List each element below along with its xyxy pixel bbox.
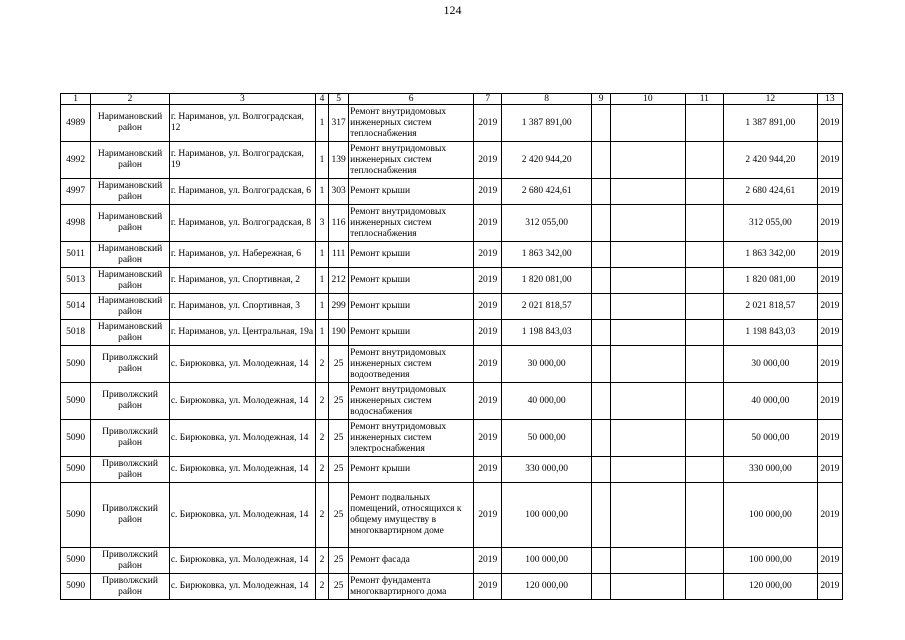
cell-number: 4992 [61, 142, 91, 179]
cell-col11 [685, 242, 723, 268]
cell-col10 [611, 294, 686, 320]
cell-cost: 1 820 081,00 [723, 268, 817, 294]
cell-work-type: Ремонт крыши [349, 320, 474, 346]
cell-address: г. Нариманов, ул. Спортивная, 3 [169, 294, 315, 320]
cell-col9 [592, 205, 611, 242]
header-cell: 5 [329, 94, 349, 105]
table-row [61, 105, 843, 142]
cell-col5: 317 [329, 105, 349, 142]
cell-col9 [592, 483, 611, 548]
cell-address: с. Бирюковка, ул. Молодежная, 14 [169, 420, 315, 457]
cell-address: г. Нариманов, ул. Центральная, 19а [169, 320, 315, 346]
cell-total-cost: 50 000,00 [502, 420, 592, 457]
cell-number: 4989 [61, 105, 91, 142]
capital-repair-table [60, 93, 843, 600]
cell-col9 [592, 383, 611, 420]
cell-col11 [685, 179, 723, 205]
cell-year-end: 2019 [817, 205, 842, 242]
cell-total-cost: 1 387 891,00 [502, 105, 592, 142]
cell-year-end: 2019 [817, 574, 842, 600]
cell-cost: 2 021 818,57 [723, 294, 817, 320]
cell-year-end: 2019 [817, 179, 842, 205]
cell-col4: 1 [315, 294, 328, 320]
cell-col5: 25 [329, 483, 349, 548]
cell-district: Приволжский район [91, 574, 170, 600]
cell-col9 [592, 268, 611, 294]
cell-col11 [685, 320, 723, 346]
table-row [61, 548, 843, 574]
cell-year: 2019 [474, 320, 502, 346]
table-row [61, 483, 843, 548]
cell-col4: 1 [315, 142, 328, 179]
cell-col11 [685, 383, 723, 420]
cell-cost: 2 680 424,61 [723, 179, 817, 205]
cell-address: г. Нариманов, ул. Волгоградская, 8 [169, 205, 315, 242]
cell-cost: 100 000,00 [723, 483, 817, 548]
cell-district: Наримановский район [91, 268, 170, 294]
cell-col11 [685, 483, 723, 548]
table-row [61, 205, 843, 242]
cell-address: г. Нариманов, ул. Волгоградская, 6 [169, 179, 315, 205]
header-cell: 4 [315, 94, 328, 105]
cell-col5: 303 [329, 179, 349, 205]
cell-col11 [685, 420, 723, 457]
cell-total-cost: 40 000,00 [502, 383, 592, 420]
cell-address: с. Бирюковка, ул. Молодежная, 14 [169, 483, 315, 548]
cell-total-cost: 1 198 843,03 [502, 320, 592, 346]
table-row [61, 242, 843, 268]
cell-col10 [611, 483, 686, 548]
cell-cost: 1 387 891,00 [723, 105, 817, 142]
cell-district: Приволжский район [91, 483, 170, 548]
cell-col10 [611, 383, 686, 420]
cell-cost: 312 055,00 [723, 205, 817, 242]
page-number: 124 [443, 3, 462, 17]
cell-year-end: 2019 [817, 457, 842, 483]
cell-col10 [611, 457, 686, 483]
cell-col11 [685, 268, 723, 294]
header-cell: 12 [723, 94, 817, 105]
cell-year: 2019 [474, 105, 502, 142]
header-cell: 6 [349, 94, 474, 105]
cell-number: 4998 [61, 205, 91, 242]
cell-col10 [611, 420, 686, 457]
cell-col11 [685, 205, 723, 242]
cell-col4: 2 [315, 457, 328, 483]
table-row [61, 457, 843, 483]
cell-year-end: 2019 [817, 548, 842, 574]
cell-total-cost: 330 000,00 [502, 457, 592, 483]
cell-col9 [592, 142, 611, 179]
cell-col5: 25 [329, 420, 349, 457]
cell-col5: 25 [329, 383, 349, 420]
cell-address: г. Нариманов, ул. Спортивная, 2 [169, 268, 315, 294]
cell-number: 5090 [61, 383, 91, 420]
cell-col4: 2 [315, 483, 328, 548]
cell-cost: 100 000,00 [723, 548, 817, 574]
cell-address: с. Бирюковка, ул. Молодежная, 14 [169, 383, 315, 420]
table-row [61, 346, 843, 383]
cell-address: с. Бирюковка, ул. Молодежная, 14 [169, 548, 315, 574]
cell-col11 [685, 294, 723, 320]
cell-number: 5011 [61, 242, 91, 268]
cell-col10 [611, 548, 686, 574]
cell-total-cost: 100 000,00 [502, 483, 592, 548]
cell-col10 [611, 320, 686, 346]
cell-cost: 120 000,00 [723, 574, 817, 600]
table-row [61, 142, 843, 179]
cell-year-end: 2019 [817, 346, 842, 383]
cell-cost: 50 000,00 [723, 420, 817, 457]
cell-district: Приволжский район [91, 420, 170, 457]
cell-col4: 1 [315, 268, 328, 294]
cell-address: г. Нариманов, ул. Волгоградская, 12 [169, 105, 315, 142]
cell-address: с. Бирюковка, ул. Молодежная, 14 [169, 574, 315, 600]
cell-address: г. Нариманов, ул. Набережная, 6 [169, 242, 315, 268]
cell-year-end: 2019 [817, 420, 842, 457]
cell-year: 2019 [474, 142, 502, 179]
cell-work-type: Ремонт крыши [349, 457, 474, 483]
cell-total-cost: 30 000,00 [502, 346, 592, 383]
cell-col9 [592, 548, 611, 574]
cell-year: 2019 [474, 457, 502, 483]
cell-work-type: Ремонт внутридомовых инженерных систем теплоснабжения [349, 105, 474, 142]
table-row [61, 320, 843, 346]
cell-col9 [592, 346, 611, 383]
cell-number: 5014 [61, 294, 91, 320]
cell-col4: 2 [315, 548, 328, 574]
cell-total-cost: 2 021 818,57 [502, 294, 592, 320]
table-row [61, 383, 843, 420]
cell-year: 2019 [474, 268, 502, 294]
cell-district: Приволжский район [91, 346, 170, 383]
cell-number: 5090 [61, 483, 91, 548]
cell-number: 5090 [61, 574, 91, 600]
cell-col10 [611, 574, 686, 600]
cell-col10 [611, 105, 686, 142]
cell-total-cost: 120 000,00 [502, 574, 592, 600]
cell-col5: 25 [329, 574, 349, 600]
cell-col11 [685, 457, 723, 483]
cell-col9 [592, 179, 611, 205]
table-row [61, 179, 843, 205]
column-number-header [61, 94, 843, 105]
cell-year: 2019 [474, 179, 502, 205]
cell-col11 [685, 574, 723, 600]
cell-col4: 1 [315, 320, 328, 346]
cell-district: Наримановский район [91, 179, 170, 205]
cell-total-cost: 1 820 081,00 [502, 268, 592, 294]
cell-col5: 190 [329, 320, 349, 346]
cell-cost: 40 000,00 [723, 383, 817, 420]
cell-col11 [685, 346, 723, 383]
header-cell: 8 [502, 94, 592, 105]
cell-year: 2019 [474, 483, 502, 548]
cell-number: 5090 [61, 420, 91, 457]
cell-number: 5090 [61, 346, 91, 383]
header-cell: 9 [592, 94, 611, 105]
cell-col4: 2 [315, 574, 328, 600]
cell-col9 [592, 294, 611, 320]
header-cell: 11 [685, 94, 723, 105]
cell-col11 [685, 142, 723, 179]
cell-col9 [592, 420, 611, 457]
cell-district: Наримановский район [91, 294, 170, 320]
cell-col9 [592, 242, 611, 268]
cell-district: Наримановский район [91, 205, 170, 242]
cell-number: 5018 [61, 320, 91, 346]
cell-work-type: Ремонт внутридомовых инженерных систем водоотведения [349, 346, 474, 383]
cell-work-type: Ремонт внутридомовых инженерных систем теплоснабжения [349, 205, 474, 242]
cell-district: Наримановский район [91, 320, 170, 346]
cell-col10 [611, 268, 686, 294]
cell-total-cost: 312 055,00 [502, 205, 592, 242]
cell-col5: 111 [329, 242, 349, 268]
cell-year: 2019 [474, 242, 502, 268]
cell-year: 2019 [474, 383, 502, 420]
cell-work-type: Ремонт крыши [349, 268, 474, 294]
cell-number: 5090 [61, 457, 91, 483]
cell-year: 2019 [474, 548, 502, 574]
cell-col5: 139 [329, 142, 349, 179]
cell-col4: 2 [315, 420, 328, 457]
cell-year-end: 2019 [817, 320, 842, 346]
cell-col9 [592, 574, 611, 600]
cell-year: 2019 [474, 420, 502, 457]
cell-col9 [592, 105, 611, 142]
cell-work-type: Ремонт подвальных помещений, относящихся к общему имуществу в многоквартирном доме [349, 483, 474, 548]
cell-col4: 1 [315, 179, 328, 205]
cell-total-cost: 1 863 342,00 [502, 242, 592, 268]
table-row [61, 574, 843, 600]
cell-col11 [685, 105, 723, 142]
cell-year-end: 2019 [817, 242, 842, 268]
cell-work-type: Ремонт внутридомовых инженерных систем электроснабжения [349, 420, 474, 457]
cell-col4: 3 [315, 205, 328, 242]
header-cell: 13 [817, 94, 842, 105]
cell-year-end: 2019 [817, 383, 842, 420]
cell-year: 2019 [474, 346, 502, 383]
cell-district: Наримановский район [91, 242, 170, 268]
cell-year-end: 2019 [817, 268, 842, 294]
cell-district: Приволжский район [91, 457, 170, 483]
cell-district: Наримановский район [91, 142, 170, 179]
cell-col5: 25 [329, 346, 349, 383]
cell-total-cost: 100 000,00 [502, 548, 592, 574]
cell-total-cost: 2 420 944,20 [502, 142, 592, 179]
cell-district: Приволжский район [91, 383, 170, 420]
cell-col10 [611, 179, 686, 205]
cell-year: 2019 [474, 205, 502, 242]
cell-col4: 2 [315, 346, 328, 383]
cell-year-end: 2019 [817, 105, 842, 142]
header-cell: 10 [611, 94, 686, 105]
cell-total-cost: 2 680 424,61 [502, 179, 592, 205]
cell-col10 [611, 346, 686, 383]
cell-col4: 1 [315, 105, 328, 142]
cell-col5: 299 [329, 294, 349, 320]
cell-col11 [685, 548, 723, 574]
cell-cost: 30 000,00 [723, 346, 817, 383]
cell-col9 [592, 457, 611, 483]
cell-year-end: 2019 [817, 294, 842, 320]
cell-col5: 25 [329, 548, 349, 574]
cell-address: г. Нариманов, ул. Волгоградская, 19 [169, 142, 315, 179]
cell-address: с. Бирюковка, ул. Молодежная, 14 [169, 346, 315, 383]
cell-col5: 116 [329, 205, 349, 242]
table-row [61, 420, 843, 457]
cell-work-type: Ремонт внутридомовых инженерных систем теплоснабжения [349, 142, 474, 179]
cell-work-type: Ремонт крыши [349, 179, 474, 205]
table-row [61, 294, 843, 320]
cell-cost: 1 198 843,03 [723, 320, 817, 346]
cell-work-type: Ремонт фундамента многоквартирного дома [349, 574, 474, 600]
cell-number: 5013 [61, 268, 91, 294]
cell-year: 2019 [474, 294, 502, 320]
cell-col10 [611, 242, 686, 268]
cell-work-type: Ремонт крыши [349, 242, 474, 268]
cell-cost: 2 420 944,20 [723, 142, 817, 179]
cell-year: 2019 [474, 574, 502, 600]
cell-col4: 2 [315, 383, 328, 420]
cell-col5: 212 [329, 268, 349, 294]
cell-year-end: 2019 [817, 142, 842, 179]
cell-address: с. Бирюковка, ул. Молодежная, 14 [169, 457, 315, 483]
header-cell: 2 [91, 94, 170, 105]
cell-col10 [611, 205, 686, 242]
cell-work-type: Ремонт крыши [349, 294, 474, 320]
header-cell: 1 [61, 94, 91, 105]
cell-col4: 1 [315, 242, 328, 268]
cell-number: 5090 [61, 548, 91, 574]
header-cell: 3 [169, 94, 315, 105]
cell-col9 [592, 320, 611, 346]
cell-number: 4997 [61, 179, 91, 205]
cell-work-type: Ремонт фасада [349, 548, 474, 574]
cell-cost: 330 000,00 [723, 457, 817, 483]
cell-col10 [611, 142, 686, 179]
table-row [61, 268, 843, 294]
cell-col5: 25 [329, 457, 349, 483]
header-cell: 7 [474, 94, 502, 105]
cell-district: Приволжский район [91, 548, 170, 574]
cell-cost: 1 863 342,00 [723, 242, 817, 268]
cell-work-type: Ремонт внутридомовых инженерных систем водоснабжения [349, 383, 474, 420]
cell-district: Наримановский район [91, 105, 170, 142]
cell-year-end: 2019 [817, 483, 842, 548]
